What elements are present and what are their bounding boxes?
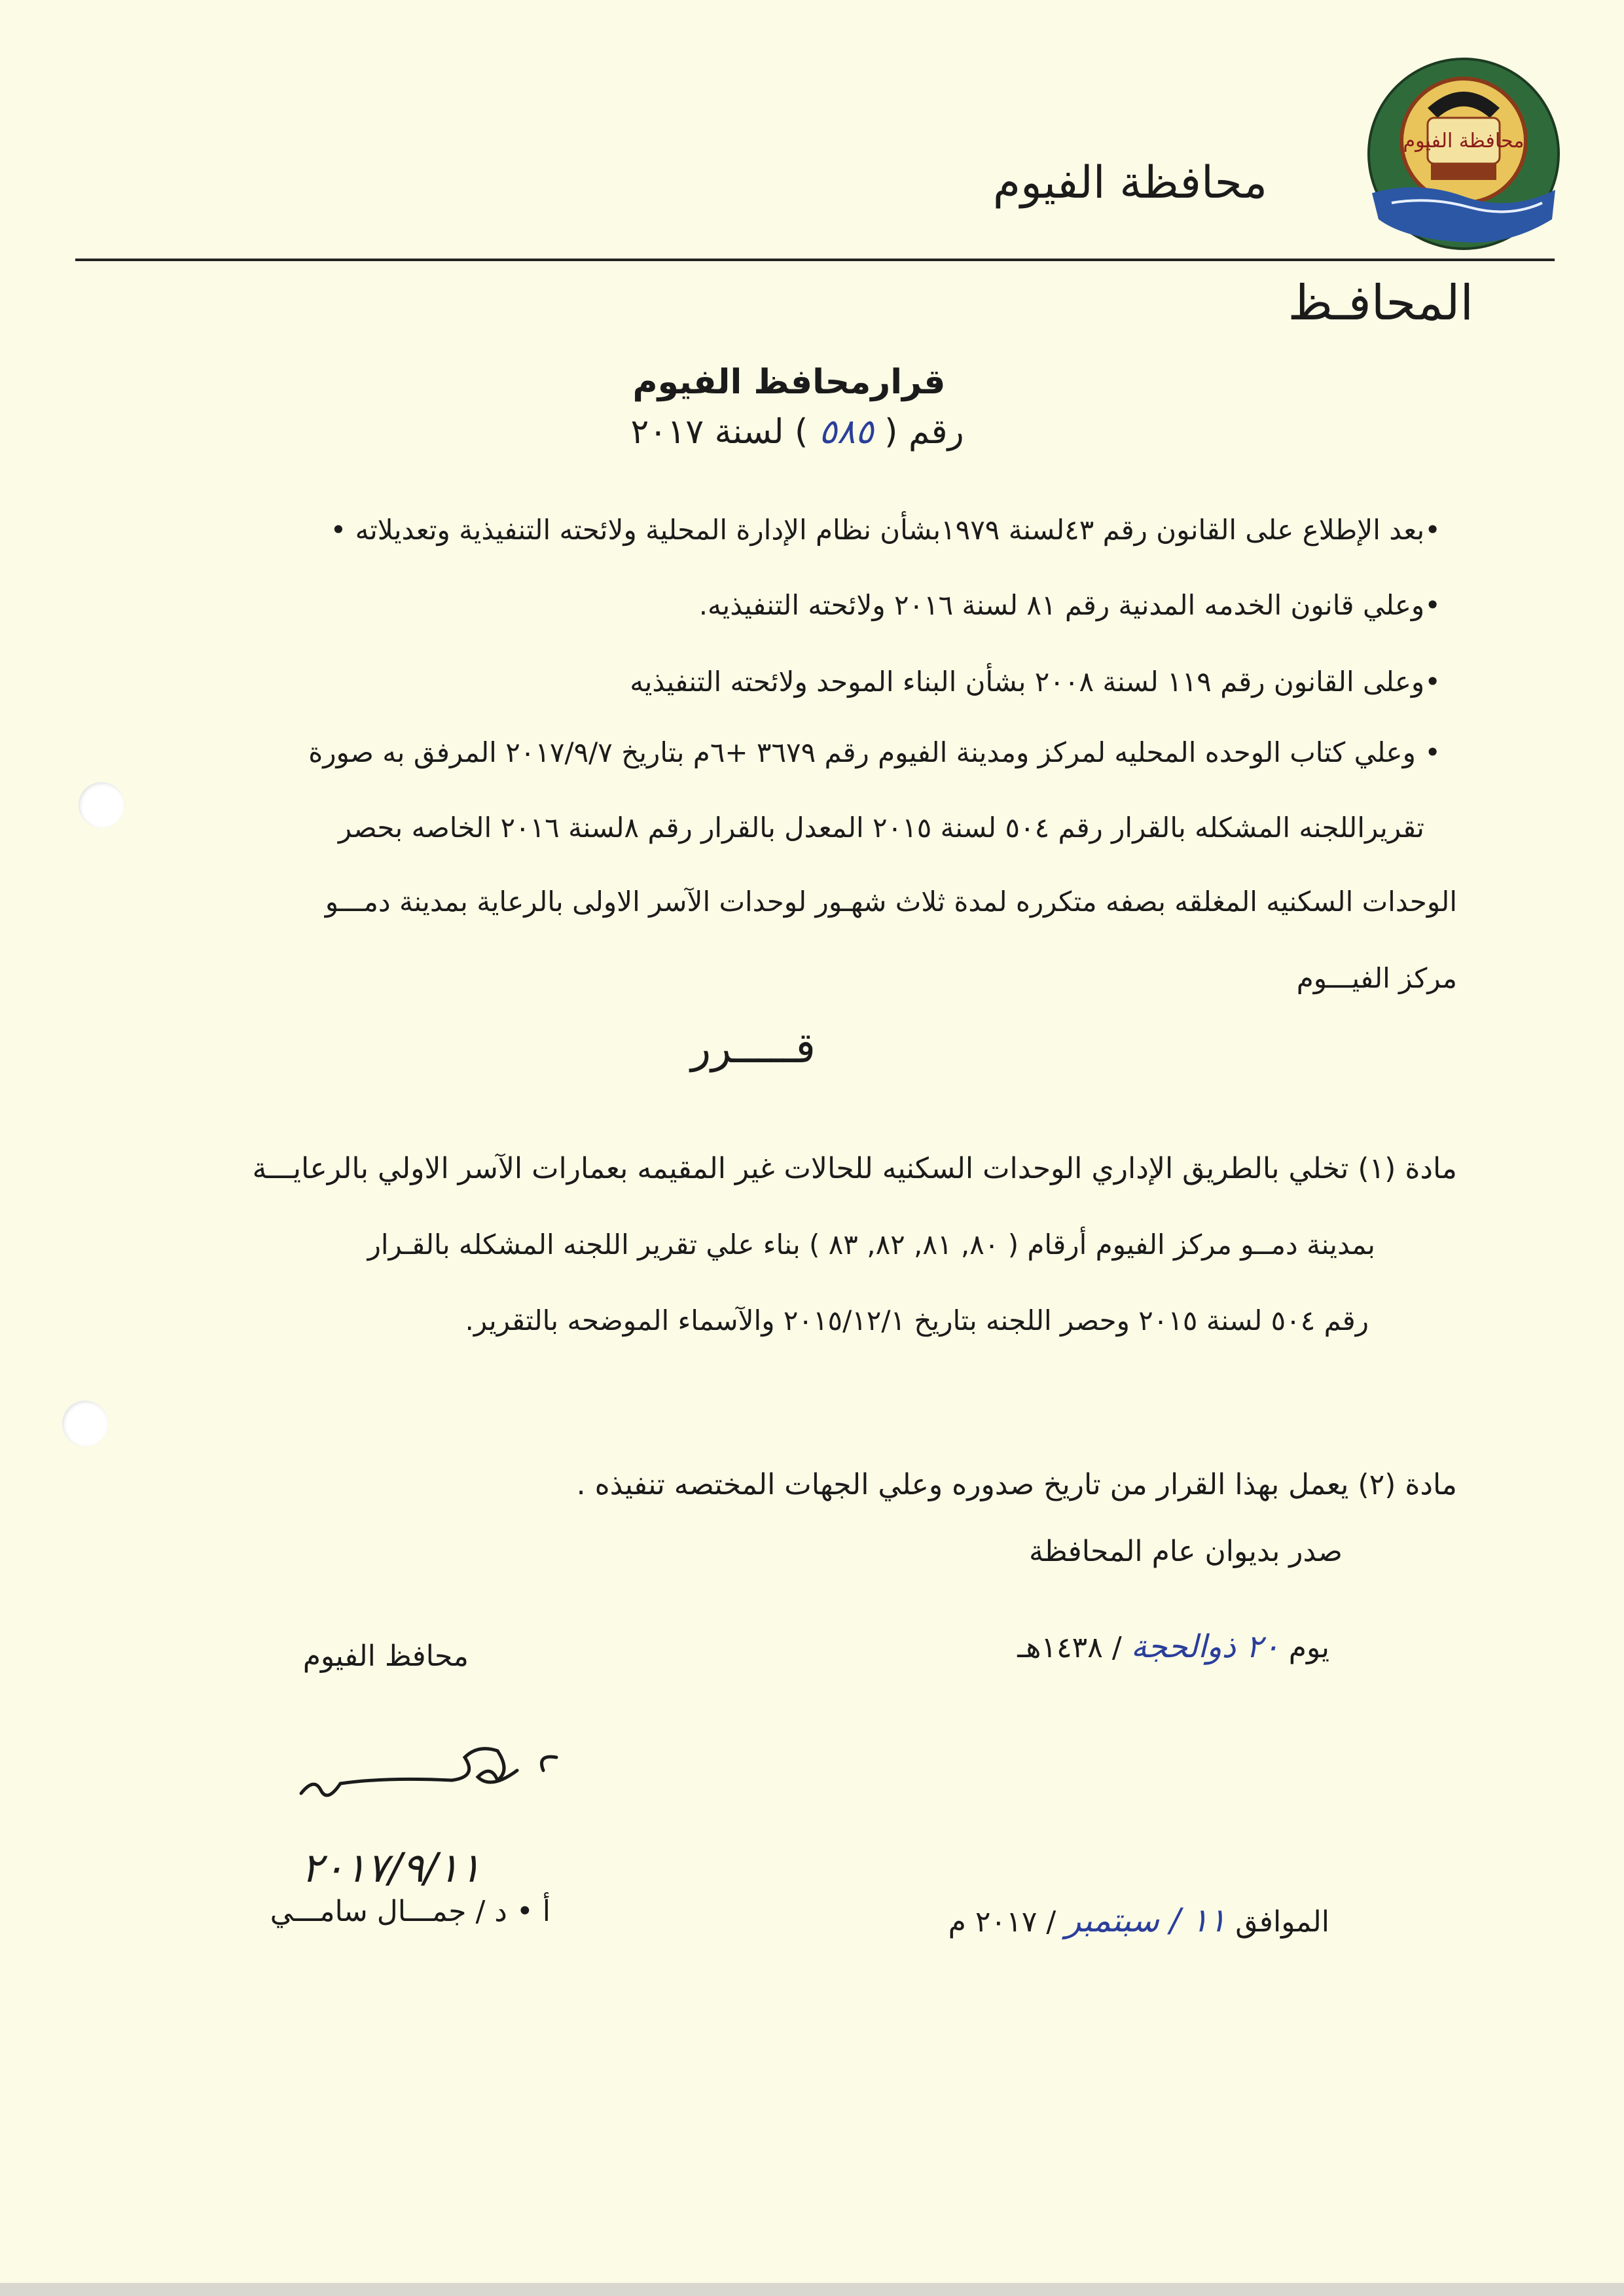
date-gregorian (948, 1901, 1329, 1939)
article-2: مادة (٢) يعمل بهذا القرار من تاريخ صدوره وعلي الجهات المختصه تنفيذه . (576, 1468, 1457, 1501)
preamble-line-5: تقريراللجنه المشكله بالقرار رقم ٥٠٤ لسنة ٢٠١٥ المعدل بالقرار رقم ٨لسنة ٢٠١٦ الخاصه بحصر (338, 812, 1424, 844)
governorate-seal-logo (1365, 56, 1562, 252)
decision-number (0, 406, 1624, 457)
preamble-line-1: •بعد الإطلاع على القانون رقم ٤٣لسنة ١٩٧٩بشأن نظام الإدارة المحلية ولائحته التنفيذية وتعديلاته • (330, 514, 1441, 546)
article-1-line-1: مادة (١) تخلي بالطريق الإداري الوحدات السكنيه للحالات غير المقيمه بعمارات الآسر الاولي بالرعايـــة (252, 1152, 1457, 1185)
decision-number-suffix: ) لسنة ٢٠١٧ (630, 412, 808, 452)
header-divider (75, 259, 1555, 261)
date-hijri-suffix: / ١٤٣٨هـ (1017, 1631, 1122, 1664)
date-gregorian-handwritten: ١١ / سبتمبر (1065, 1901, 1227, 1939)
decision-number-prefix: رقم ( (884, 412, 964, 452)
preamble-line-3: •وعلى القانون رقم ١١٩ لسنة ٢٠٠٨ بشأن البناء الموحد ولائحته التنفيذيه (630, 666, 1441, 698)
decision-title-block (0, 359, 1624, 457)
decision-title: قرارمحافظ الفيوم (632, 363, 946, 402)
signature-date: ٢٠١٧/٩/١١ (301, 1844, 481, 1892)
date-gregorian-suffix: / ٢٠١٧ م (948, 1905, 1056, 1939)
decided-heading (0, 1024, 1624, 1073)
governor-heading: المحافـظ (1288, 275, 1473, 331)
decided-text: قـــــرر (691, 1024, 816, 1073)
preamble-line-2: •وعلي قانون الخدمه المدنية رقم ٨١ لسنة ٢٠١٦ ولائحته التنفيذيه. (698, 589, 1441, 621)
signatory-title: محافظ الفيوم (302, 1640, 469, 1673)
logo-text: محافظة الفيوم (1403, 130, 1525, 152)
article-1-line-3: رقم ٥٠٤ لسنة ٢٠١٥ وحصر اللجنه بتاريخ ٢٠١٥/١٢/١ والآسماء الموضحه بالتقرير. (465, 1304, 1369, 1336)
date-hijri-handwritten: ٢٠ ذوالحجة (1130, 1628, 1280, 1665)
date-hijri-prefix: يوم (1288, 1631, 1329, 1664)
governorate-name: محافظة الفيوم (992, 157, 1267, 209)
scan-edge (0, 2283, 1624, 2296)
date-gregorian-prefix: الموافق (1235, 1905, 1329, 1939)
preamble-line-7: مركز الفيـــوم (1296, 962, 1457, 994)
date-hijri (1017, 1628, 1329, 1665)
signatory-name: أ • د / جمـــال سامـــي (270, 1895, 550, 1928)
punch-hole (79, 782, 124, 828)
article-1-line-2: بمدينة دمــو مركز الفيوم أرقام ( ٨٠, ٨١, ٨٢, ٨٣ ) بناء علي تقرير اللجنه المشكله بالقـرار (367, 1229, 1375, 1261)
punch-hole (62, 1401, 108, 1446)
preamble-line-4: • وعلي كتاب الوحده المحليه لمركز ومدينة الفيوم رقم ٣٦٧٩ +٦م بتاريخ ٢٠١٧/٩/٧ المرفق به صورة (308, 736, 1441, 768)
decision-number-handwritten: ٥٨٥ (818, 412, 874, 452)
handwritten-signature (281, 1731, 589, 1901)
preamble-line-6: الوحدات السكنيه المغلقه بصفه متكرره لمدة ثلاث شهـور لوحدات الآسر الاولى بالرعاية بمدينة دمـــو (325, 886, 1457, 918)
issued-at: صدر بديوان عام المحافظة (1028, 1535, 1343, 1568)
